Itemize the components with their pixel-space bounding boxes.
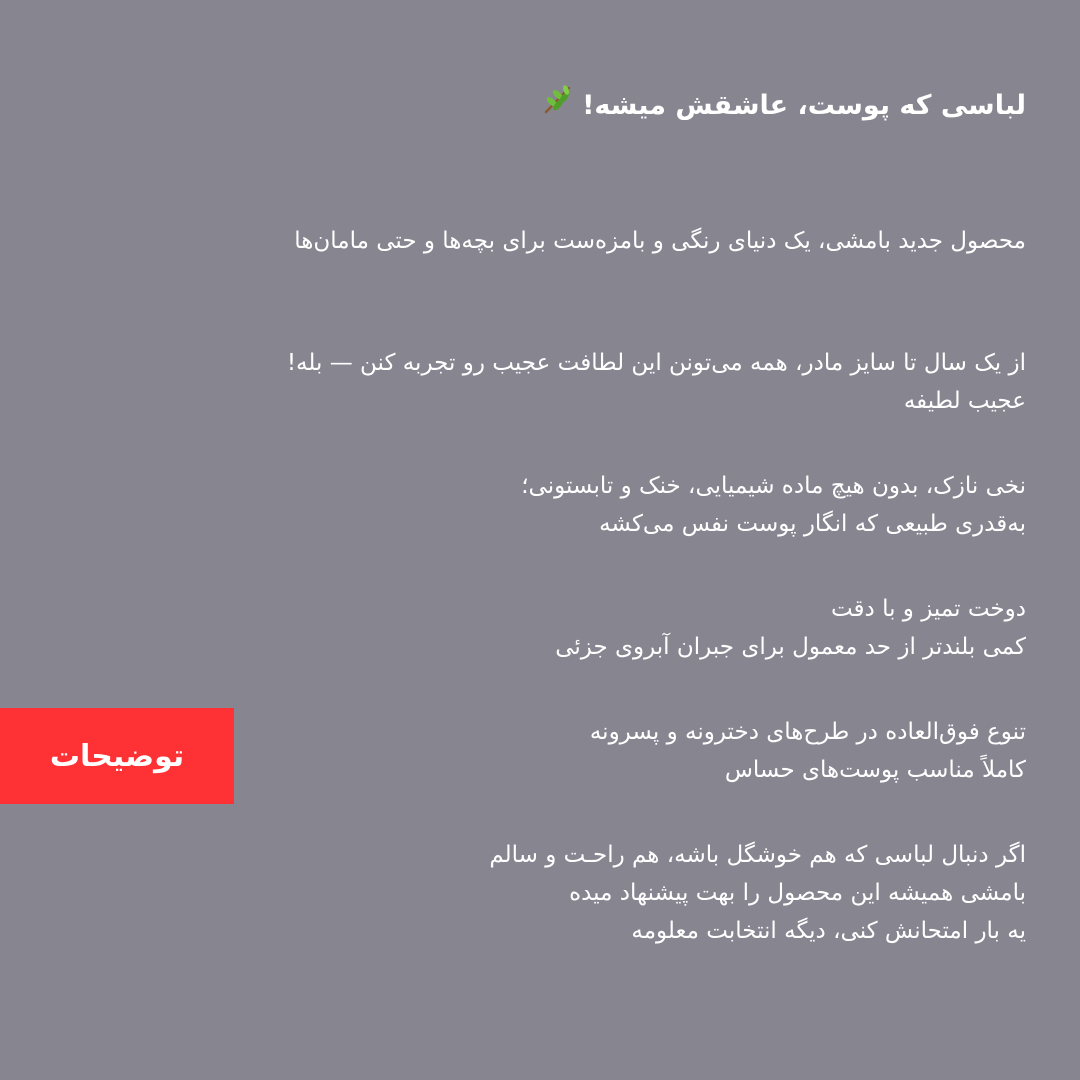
- intro-text: محصول جدید بامشی، یک دنیای رنگی و بامزه‌ست برای بچه‌ها و حتی مامان‌ها: [294, 228, 1026, 254]
- text-line: از یک سال تا سایز مادر، همه می‌تونن این لطافت عجیب رو تجربه کنن — بله!: [286, 350, 1026, 376]
- paragraph-stitching: [106, 590, 1026, 666]
- text-line: تنوع فوق‌العاده در طرح‌های دخترونه و پسرونه: [589, 719, 1026, 745]
- text-line: بامشی همیشه این محصول را بهت پیشنهاد میده: [569, 880, 1026, 906]
- text-line: کمی بلندتر از حد معمول برای جبران آبروی جزئی: [555, 634, 1026, 660]
- text-line: اگر دنبال لباسی که هم خوشگل باشه، هم راحـت و سالم: [489, 842, 1026, 868]
- text-line: نخی نازک، بدون هیچ ماده شیمیایی، خنک و تابستونی؛: [521, 473, 1026, 499]
- description-badge-label: توضیحات: [49, 738, 185, 774]
- headline: [326, 84, 1026, 129]
- text-line: یه بار امتحانش کنی، دیگه انتخابت معلومه: [631, 918, 1026, 944]
- text-line: عجیب لطیفه: [903, 388, 1026, 414]
- paragraph-closing: [106, 836, 1026, 950]
- text-line: دوخت تمیز و با دقت: [830, 596, 1026, 622]
- paragraph-variety: [106, 713, 1026, 789]
- herb-leaf-icon: [542, 85, 572, 129]
- paragraph-fabric: [106, 467, 1026, 543]
- description-badge: [0, 708, 234, 804]
- text-line: کاملاً مناسب پوست‌های حساس: [724, 757, 1026, 783]
- text-line: به‌قدری طبیعی که انگار پوست نفس می‌کشه: [599, 511, 1026, 537]
- headline-text: لباسی که پوست، عاشقش میشه!: [582, 90, 1026, 121]
- paragraph-size-range: [106, 344, 1026, 420]
